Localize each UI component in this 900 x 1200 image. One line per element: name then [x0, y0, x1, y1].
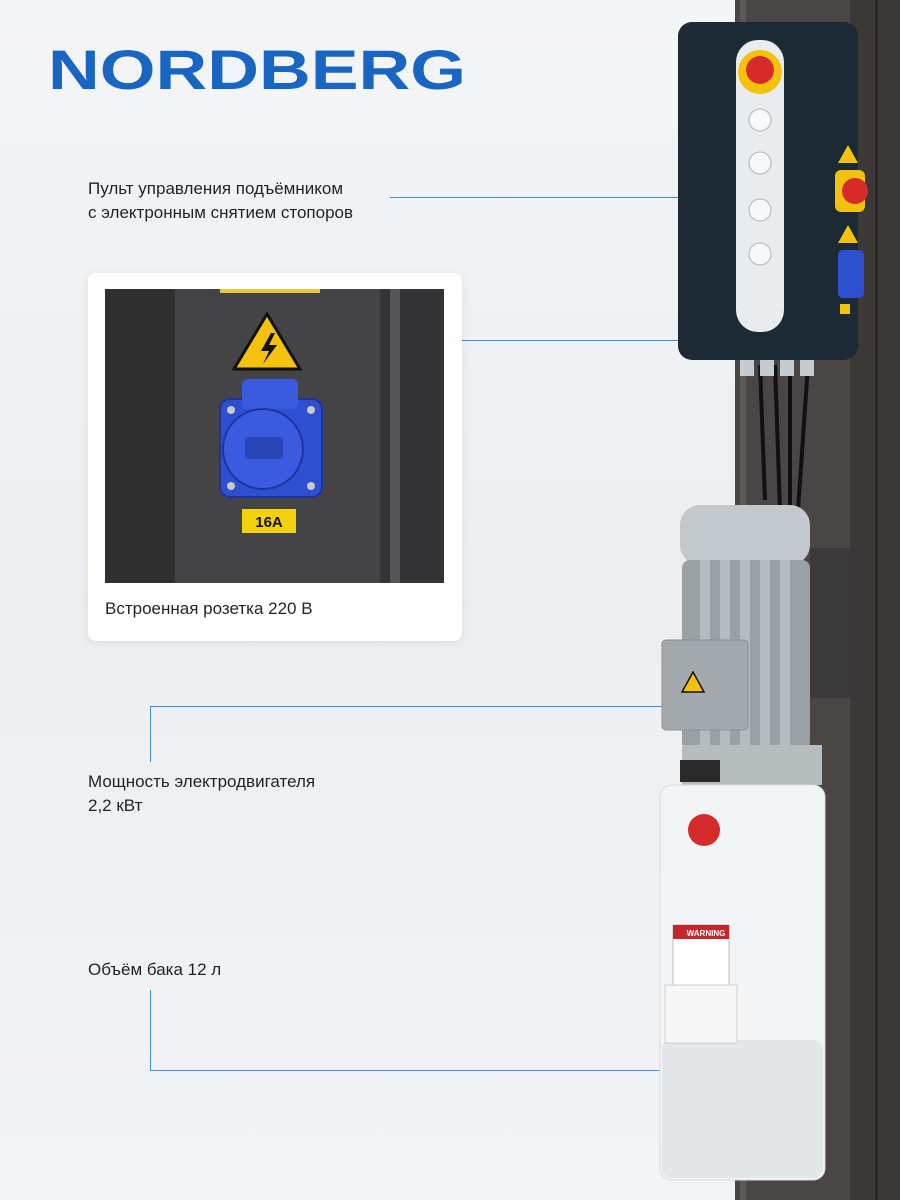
- motor-label-line2: 2,2 кВт: [88, 796, 143, 815]
- motor-label-line1: Мощность электродвигателя: [88, 772, 316, 791]
- emergency-stop-button-icon: [738, 50, 782, 94]
- control-panel-box: [678, 22, 868, 376]
- brand-logo: [48, 44, 468, 96]
- brand-logo-text: NORDBERG: [48, 44, 466, 96]
- hydraulic-tank: [660, 785, 825, 1180]
- control-panel-label-line2: с электронным снятием стопоров: [88, 203, 354, 222]
- socket-inset-card: [88, 273, 462, 641]
- tank-callout-line-horizontal: [150, 1070, 690, 1071]
- tank-callout-line-vertical: [150, 990, 151, 1071]
- electric-motor: [662, 505, 822, 785]
- control-panel-label-line1: Пульт управления подъёмником: [88, 179, 343, 198]
- socket-rating-label: 16A: [255, 514, 283, 531]
- lift-machine-illustration: [640, 0, 900, 1200]
- motor-callout-line-horizontal: [150, 706, 680, 707]
- motor-label: [88, 770, 315, 818]
- control-panel-label: [88, 177, 353, 225]
- socket-caption: Встроенная розетка 220 В: [105, 599, 313, 618]
- motor-callout-line-vertical: [150, 706, 151, 762]
- socket-photo: [105, 289, 444, 583]
- tank-label-line1: Объём бака 12 л: [88, 960, 222, 979]
- tank-warning-label: WARNING: [686, 929, 726, 938]
- tank-label: [88, 958, 221, 982]
